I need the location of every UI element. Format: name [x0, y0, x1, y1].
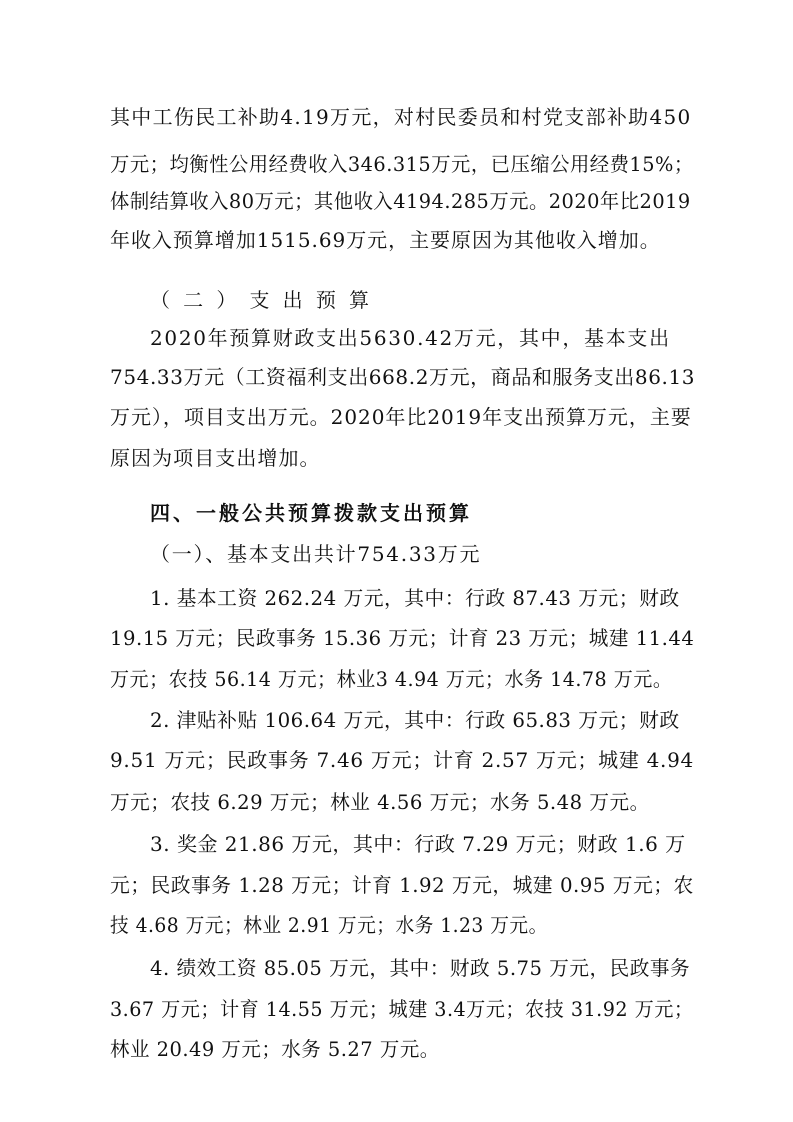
item-2-line-2: 9.51 万元；民政事务 7.46 万元；计育 2.57 万元；城建 4.94 [110, 748, 694, 772]
item-1-line-3: 万元；农技 56.14 万元；林业3 4.94 万元；水务 14.78 万元。 [110, 667, 673, 691]
item-2-line-1: 2. 津贴补贴 106.64 万元，其中：行政 65.83 万元；财政 [150, 708, 680, 732]
text-line-4: 年收入预算增加1515.69万元，主要原因为其他收入增加。 [110, 228, 661, 252]
section-heading-general-public-budget: 四、一般公共预算拨款支出预算 [150, 501, 472, 525]
text-line-6: 2020年预算财政支出5630.42万元，其中，基本支出 [150, 326, 671, 350]
subsection-heading-expenditure-budget: （二）支出预算 [150, 288, 383, 312]
item-2-line-3: 万元；农技 6.29 万元；林业 4.56 万元；水务 5.48 万元。 [110, 790, 650, 814]
item-3-line-3: 技 4.68 万元；林业 2.91 万元；水务 1.23 万元。 [110, 913, 548, 937]
text-line-8: 万元），项目支出万元。2020年比2019年支出预算万元，主要 [110, 405, 692, 429]
item-3-line-1: 3. 奖金 21.86 万元，其中：行政 7.29 万元；财政 1.6 万 [150, 832, 686, 856]
item-4-line-1: 4. 绩效工资 85.05 万元，其中：财政 5.75 万元，民政事务 [150, 956, 691, 980]
text-line-7: 754.33万元（工资福利支出668.2万元，商品和服务支出86.13 [110, 365, 696, 389]
text-line-9: 原因为项目支出增加。 [110, 446, 321, 470]
text-line-3: 体制结算收入80万元；其他收入4194.285万元。2020年比2019 [110, 189, 691, 213]
item-1-line-2: 19.15 万元；民政事务 15.36 万元；计育 23 万元；城建 11.44 [110, 626, 695, 650]
item-4-line-3: 林业 20.49 万元；水务 5.27 万元。 [110, 1037, 440, 1061]
text-line-1: 其中工伤民工补助4.19万元，对村民委员和村党支部补助450 [110, 105, 692, 129]
item-3-line-2: 元；民政事务 1.28 万元；计育 1.92 万元，城建 0.95 万元；农 [110, 873, 694, 897]
item-4-line-2: 3.67 万元；计育 14.55 万元；城建 3.4万元；农技 31.92 万元； [110, 997, 694, 1021]
item-1-line-1: 1. 基本工资 262.24 万元，其中：行政 87.43 万元；财政 [150, 586, 680, 610]
subsection-heading-basic-expenditure: （一）、基本支出共计754.33万元 [150, 542, 482, 566]
text-line-2: 万元；均衡性公用经费收入346.315万元，已压缩公用经费15%； [110, 152, 694, 176]
